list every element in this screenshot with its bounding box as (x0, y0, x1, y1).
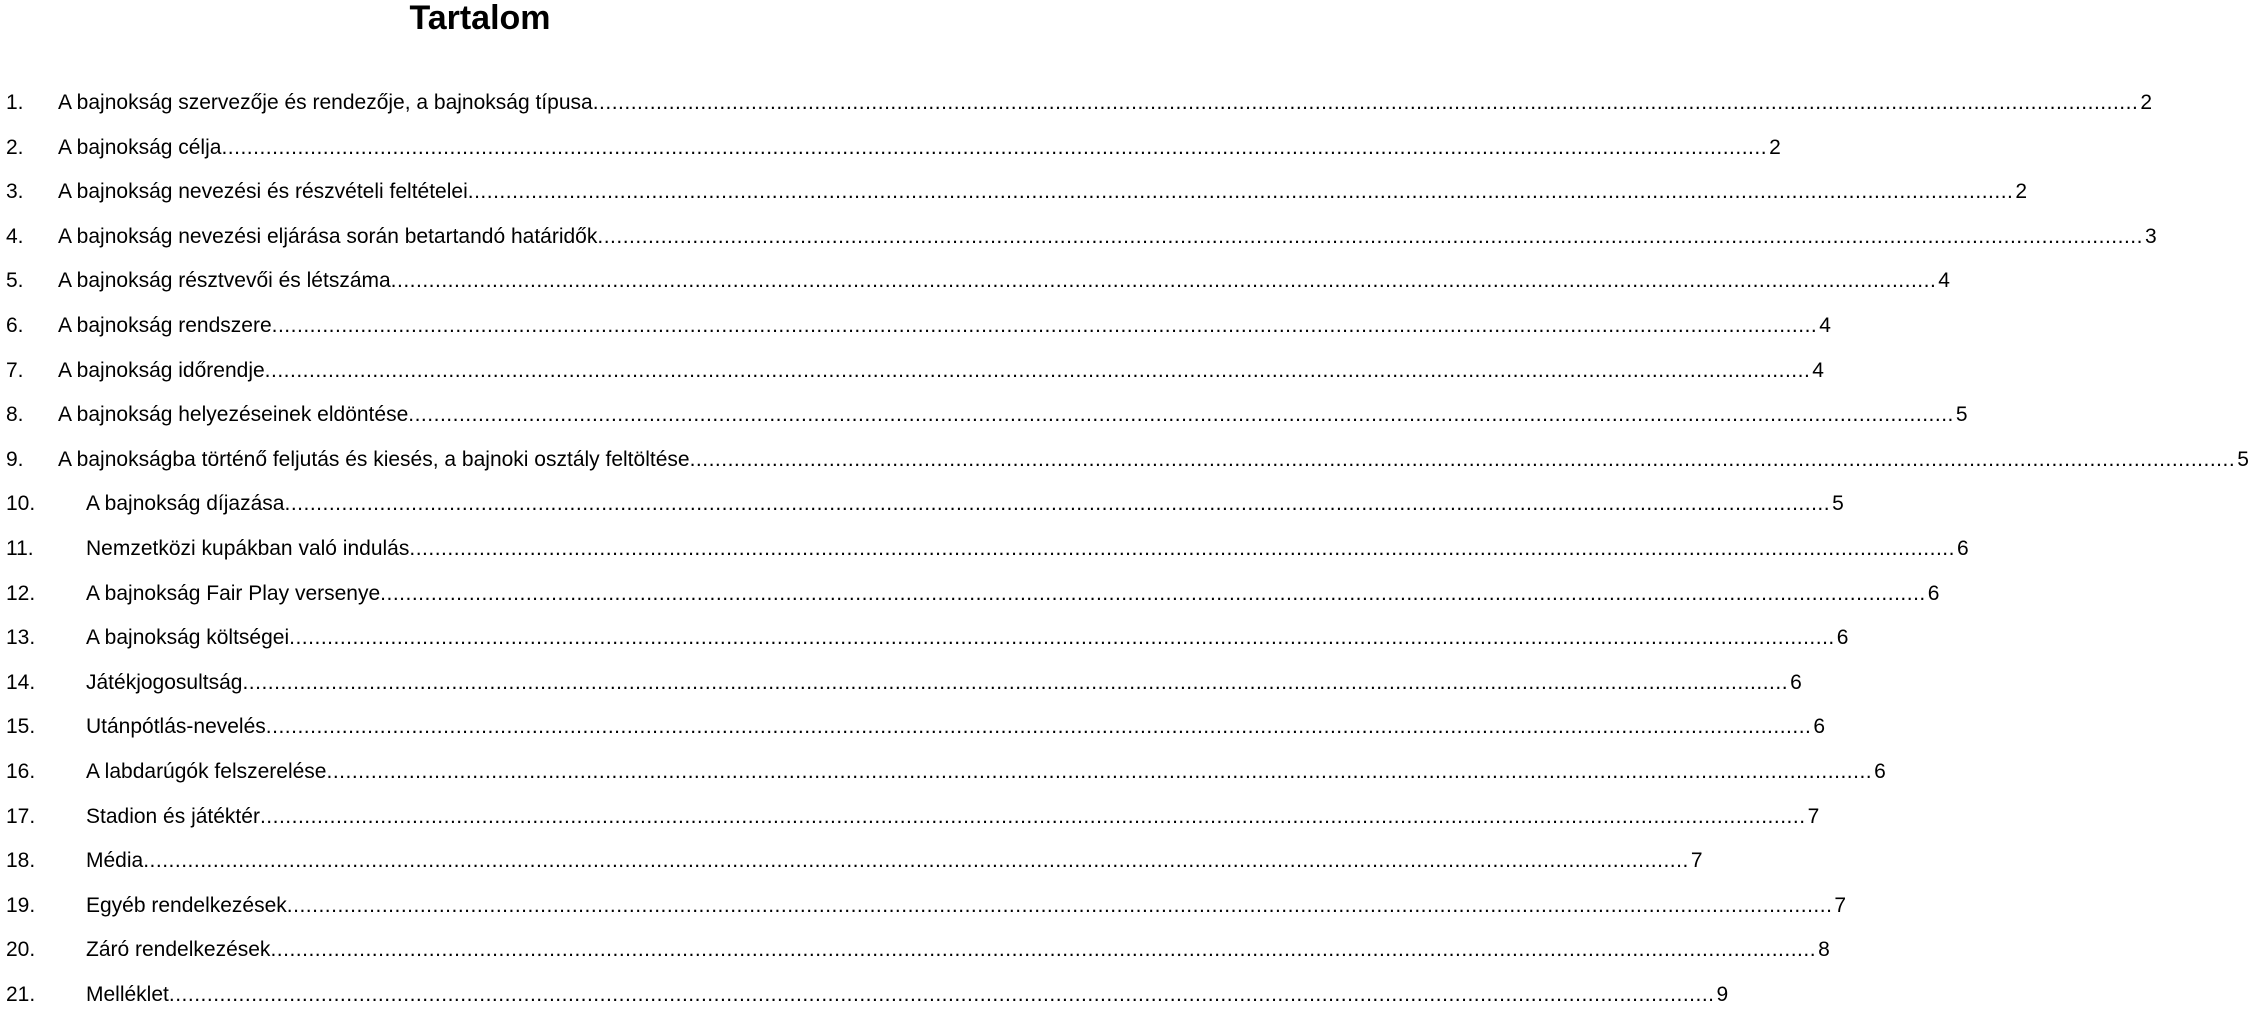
toc-dot-leader (270, 928, 1816, 973)
toc-entry[interactable] (6, 215, 2157, 260)
toc-entry-title[interactable]: Stadion és játéktér (86, 804, 260, 828)
toc-entry-number: 4. (6, 224, 24, 248)
toc-entry[interactable] (6, 795, 1820, 840)
toc-entry[interactable] (6, 126, 1781, 171)
toc-dot-leader (380, 572, 1926, 617)
toc-page-number[interactable]: 6 (1956, 536, 1969, 560)
toc-entry-title[interactable]: Záró rendelkezések (86, 938, 271, 962)
toc-dot-leader (284, 482, 1830, 527)
toc-entry-number: 8. (6, 403, 24, 427)
toc-entry[interactable] (6, 839, 1703, 884)
toc-entry-title[interactable]: A bajnokság díjazása (86, 492, 285, 516)
toc-entry-title[interactable]: A bajnokság célja (58, 135, 222, 159)
toc-entry[interactable] (6, 438, 2249, 483)
toc-entry-title[interactable]: Nemzetközi kupákban való indulás (86, 536, 410, 560)
toc-entry-title[interactable]: Játékjogosultság (86, 670, 243, 694)
toc-entry-title[interactable]: Utánpótlás-nevelés (86, 715, 266, 739)
toc-dot-leader (242, 661, 1788, 706)
toc-dot-leader (593, 81, 2139, 126)
toc-page-number[interactable]: 4 (1812, 358, 1824, 382)
toc-entry-number: 2. (6, 135, 24, 159)
toc-entry-number: 19. (6, 893, 36, 917)
toc-entry-number: 15. (6, 715, 36, 739)
toc-entry-number: 17. (6, 804, 36, 828)
toc-page-number[interactable]: 2 (2140, 91, 2152, 114)
toc-page-number[interactable]: 6 (1790, 670, 1802, 694)
toc-entry-title[interactable]: A bajnokság rendszere (58, 313, 272, 337)
toc-dot-leader (169, 973, 1715, 1018)
toc-page-number[interactable]: 7 (1834, 893, 1847, 917)
toc-entry-number: 20. (6, 938, 36, 962)
toc-entry-title[interactable]: A bajnokság résztvevői és létszáma (58, 269, 391, 293)
toc-entry[interactable] (6, 170, 2028, 215)
toc-entry-number: 21. (6, 982, 36, 1006)
toc-page-number[interactable]: 5 (1955, 403, 1968, 427)
toc-entry-title[interactable]: A labdarúgók felszerelése (86, 759, 327, 783)
toc-entry[interactable] (6, 349, 1824, 394)
toc-dot-leader (690, 438, 2236, 483)
toc-entry[interactable] (6, 572, 1940, 617)
toc-page-number[interactable]: 6 (1927, 581, 1940, 605)
toc-entry[interactable] (6, 304, 1831, 349)
toc-entry-title[interactable]: Egyéb rendelkezések (86, 893, 287, 917)
toc-entry-title[interactable]: A bajnokság nevezési és részvételi feltételei (58, 180, 468, 204)
toc-entry[interactable] (6, 393, 1968, 438)
toc-entry[interactable] (6, 661, 1802, 706)
toc-dot-leader (289, 616, 1835, 661)
toc-entry-number: 10. (6, 492, 36, 516)
page-title: Tartalom (409, 0, 551, 37)
toc-entry-title[interactable]: A bajnokság szervezője és rendezője, a bajnokság típusa (58, 91, 593, 114)
toc-entry-number: 9. (6, 447, 24, 471)
toc-entry-number: 7. (6, 358, 24, 382)
toc-entry-number: 14. (6, 670, 36, 694)
toc-entry[interactable] (6, 705, 1826, 750)
toc-page-number[interactable]: 7 (1807, 804, 1820, 828)
toc-entry-number: 16. (6, 759, 36, 783)
toc-page-number[interactable]: 8 (1818, 938, 1830, 962)
toc-entry-title[interactable]: A bajnokság nevezési eljárása során betartandó határidők (58, 224, 598, 248)
toc-entry[interactable] (6, 81, 2152, 126)
toc-entry-title[interactable]: A bajnokság helyezéseinek eldöntése (58, 403, 409, 427)
toc-page-number[interactable]: 2 (1769, 135, 1781, 159)
toc-dot-leader (409, 527, 1955, 572)
toc-page-number[interactable]: 9 (1716, 982, 1729, 1006)
toc-page-number[interactable]: 6 (1813, 715, 1826, 739)
table-of-contents (6, 81, 2249, 1017)
toc-entry-title[interactable]: A bajnokság költségei (86, 626, 290, 650)
toc-dot-leader (597, 215, 2143, 260)
toc-dot-leader (391, 259, 1937, 304)
toc-entry[interactable] (6, 750, 1886, 795)
toc-dot-leader (468, 170, 2014, 215)
toc-dot-leader (408, 393, 1954, 438)
toc-entry-number: 12. (6, 581, 36, 605)
toc-page-number[interactable]: 5 (2237, 447, 2249, 471)
toc-entry-number: 6. (6, 313, 24, 337)
toc-dot-leader (143, 839, 1689, 884)
toc-page-number[interactable]: 4 (1938, 269, 1950, 293)
toc-entry-title[interactable]: Média (86, 849, 144, 873)
toc-entry-title[interactable]: A bajnokság Fair Play versenye (86, 581, 381, 605)
toc-dot-leader (221, 126, 1767, 171)
toc-page-number[interactable]: 7 (1690, 849, 1703, 873)
toc-entry-number: 5. (6, 269, 24, 293)
toc-entry-title[interactable]: A bajnokságba történő feljutás és kiesés, a bajnoki osztály feltöltése (58, 447, 690, 471)
toc-dot-leader (272, 304, 1818, 349)
toc-entry[interactable] (6, 973, 1729, 1018)
toc-entry-title[interactable]: Melléklet (86, 982, 169, 1006)
toc-dot-leader (327, 750, 1873, 795)
toc-entry[interactable] (6, 884, 1847, 929)
toc-page-number[interactable]: 4 (1819, 313, 1831, 337)
toc-entry[interactable] (6, 616, 1849, 661)
toc-entry[interactable] (6, 259, 1950, 304)
toc-page-number[interactable]: 6 (1836, 626, 1849, 650)
toc-entry-number: 13. (6, 626, 36, 650)
toc-dot-leader (260, 795, 1806, 840)
toc-page-number[interactable]: 3 (2144, 224, 2157, 248)
toc-page-number[interactable]: 2 (2015, 180, 2028, 204)
toc-entry[interactable] (6, 928, 1830, 973)
toc-entry-number: 11. (6, 536, 34, 560)
toc-dot-leader (266, 705, 1812, 750)
toc-entry-title[interactable]: A bajnokság időrendje (58, 358, 265, 382)
toc-entry[interactable] (6, 527, 1969, 572)
toc-entry[interactable] (6, 482, 1844, 527)
toc-entry-number: 18. (6, 849, 36, 873)
toc-entry-number: 3. (6, 180, 24, 204)
toc-page-number[interactable]: 5 (1832, 492, 1844, 516)
toc-entry-number: 1. (6, 91, 24, 114)
toc-page-number[interactable]: 6 (1874, 759, 1886, 783)
toc-dot-leader (287, 884, 1833, 929)
toc-dot-leader (265, 349, 1811, 394)
